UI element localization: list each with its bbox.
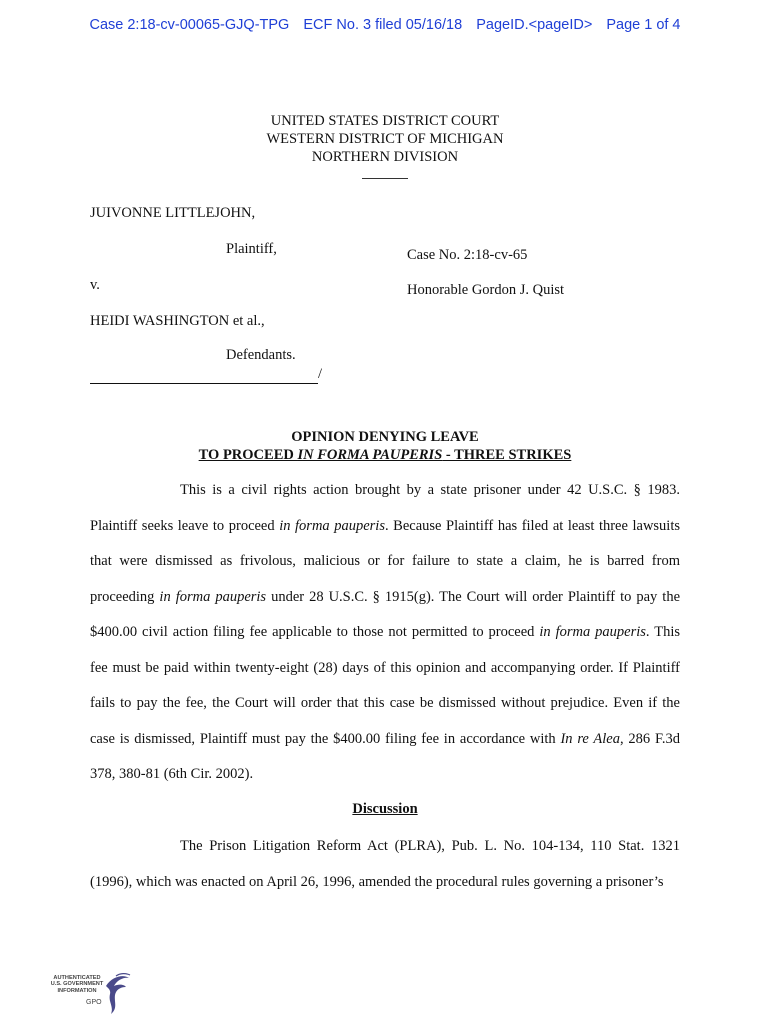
defendant-role: Defendants. bbox=[226, 347, 296, 363]
case-number: Case No. 2:18-cv-65 bbox=[407, 247, 528, 263]
case-number-header: Case 2:18-cv-00065-GJQ-TPG bbox=[89, 17, 290, 33]
plaintiff-role: Plaintiff, bbox=[226, 241, 277, 257]
court-heading bbox=[0, 112, 770, 166]
title-line-1: OPINION DENYING LEAVE bbox=[291, 429, 479, 445]
versus: v. bbox=[90, 277, 100, 293]
para1-italic-4: In re Alea bbox=[560, 730, 620, 747]
ecf-filed-header: ECF No. 3 filed 05/16/18 bbox=[303, 17, 463, 33]
title-line-2-pre: TO PROCEED bbox=[198, 447, 298, 463]
para1-text-5: , 286 F.3d 378, 380-81 (6th Cir. 2002). bbox=[90, 730, 680, 782]
gpo-authentication-logo bbox=[42, 972, 134, 1016]
paragraph-2 bbox=[90, 829, 680, 900]
title-line-2-post: - THREE STRIKES bbox=[442, 447, 572, 463]
page-count-header: Page 1 of 4 bbox=[606, 17, 681, 33]
court-name: UNITED STATES DISTRICT COURT bbox=[270, 113, 500, 129]
para1-italic-1: in forma pauperis bbox=[279, 517, 385, 534]
para1-text-3: under 28 U.S.C. § 1915(g). The Court will order Plaintiff to pay the $400.00 civil action filing fee applicable to those not permitted to proceed bbox=[90, 588, 681, 640]
heading-rule bbox=[362, 178, 408, 179]
opinion-title bbox=[0, 428, 770, 464]
gpo-mark: GPO bbox=[86, 999, 102, 1006]
para1-text-4: . This fee must be paid within twenty-eight (28) days of this opinion and accompanying order. If Plaintiff fails to pay the fee, the Court will order that this case be dismissed without prejudice. Even if the case is dismissed, Plaintiff must pay the $400.00 filing fee in accordance with bbox=[90, 624, 680, 747]
para2-text: The Prison Litigation Reform Act (PLRA), Pub. L. No. 104-134, 110 Stat. 1321 (1996), which was enacted on April 26, 1996, amended the procedural rules governing a prisoner’s bbox=[90, 838, 680, 890]
discussion-heading: Discussion bbox=[352, 801, 418, 817]
paragraph-1 bbox=[90, 473, 680, 793]
title-line-2-italic: IN FORMA PAUPERIS bbox=[297, 447, 443, 463]
plaintiff-name: JUIVONNE LITTLEJOHN, bbox=[90, 205, 256, 221]
eagle-icon bbox=[102, 972, 132, 1016]
court-division: NORTHERN DIVISION bbox=[311, 149, 459, 165]
para1-text-2: . Because Plaintiff has filed at least three lawsuits that were dismissed as frivolous, malicious or for failure to state a claim, he is barred from proceeding bbox=[90, 517, 681, 605]
title-line-2 bbox=[0, 446, 770, 464]
gpo-line-2: U.S. GOVERNMENT bbox=[50, 981, 104, 988]
pageid-header: PageID.<pageID> bbox=[476, 17, 593, 33]
para1-text-1: This is a civil rights action brought by a state prisoner under 42 U.S.C. § 1983. Plaintiff seeks leave to proceed bbox=[90, 482, 680, 534]
judge-name: Honorable Gordon J. Quist bbox=[407, 282, 565, 298]
caption-slash: / bbox=[318, 366, 323, 382]
gpo-line-3: INFORMATION bbox=[57, 987, 97, 994]
defendant-name: HEIDI WASHINGTON et al., bbox=[90, 313, 265, 329]
court-district: WESTERN DISTRICT OF MICHIGAN bbox=[266, 131, 504, 147]
para1-italic-3: in forma pauperis bbox=[539, 624, 646, 640]
para1-italic-2: in forma pauperis bbox=[159, 588, 267, 605]
ecf-header bbox=[0, 17, 770, 33]
gpo-line-1: AUTHENTICATED bbox=[53, 975, 101, 981]
caption-line bbox=[90, 383, 318, 384]
